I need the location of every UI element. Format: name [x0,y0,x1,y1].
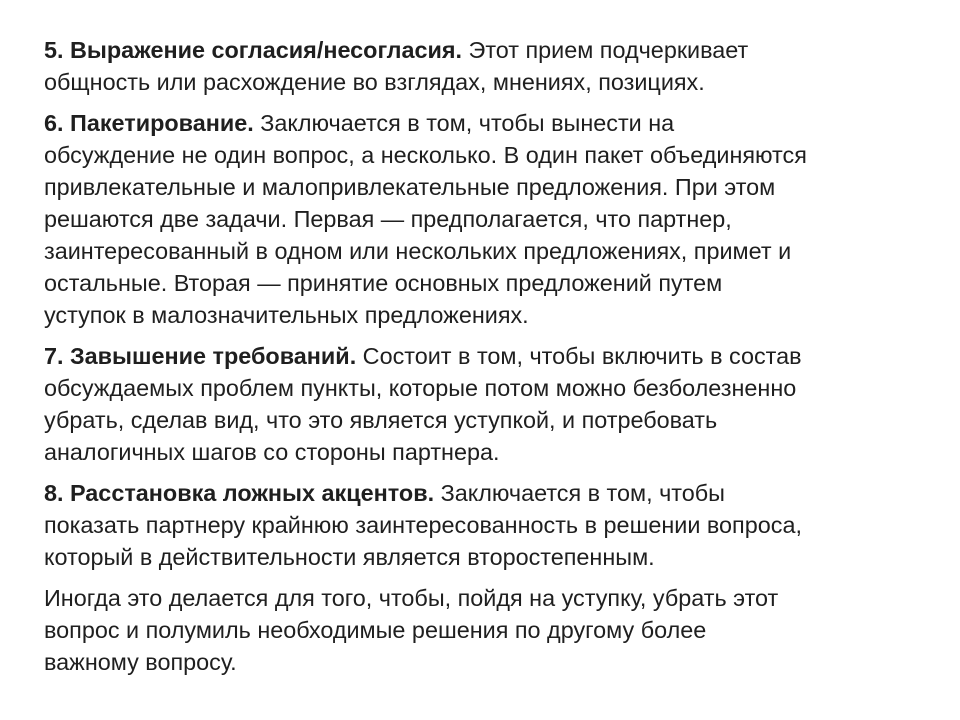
technique-8-term: 8. Расстановка ложных акцентов. [44,480,435,506]
technique-6-description: Заключается в том, чтобы вынести на обсуждение не один вопрос, а несколько. В один пакет объединяются привлекательные и малопривлекательные предложения. При этом решаются две задачи. Первая — предполагается, что партнер, заинтересованный в одном или нескольких предложениях, примет и остальные. Вторая — принятие основных предложений путем уступок в малозначительных предложениях. [44,110,807,328]
paragraph-technique-5 [44,34,940,98]
technique-7-description: Состоит в том, чтобы включить в состав обсуждаемых проблем пункты, которые потом можно безболезненно убрать, сделав вид, что это является уступкой, и потребовать аналогичных шагов со стороны партнера. [44,343,802,465]
technique-6-term: 6. Пакетирование. [44,110,254,136]
technique-8-description: Заключается в том, чтобы показать партнеру крайнюю заинтересованность в решении вопроса, который в действительности является второстепенным. [44,480,802,570]
paragraph-technique-7 [44,340,940,468]
paragraph-closing-note [44,582,940,678]
technique-5-description: Этот прием подчеркивает общность или расхождение во взглядах, мнениях, позициях. [44,37,749,95]
paragraph-technique-6 [44,107,940,331]
technique-7-term: 7. Завышение требований. [44,343,357,369]
closing-note-text: Иногда это делается для того, чтобы, пойдя на уступку, убрать этот вопрос и полумиль необходимые решения по другому более важному вопросу. [44,585,779,675]
paragraph-technique-8 [44,477,940,573]
technique-5-term: 5. Выражение согласия/несогласия. [44,37,463,63]
